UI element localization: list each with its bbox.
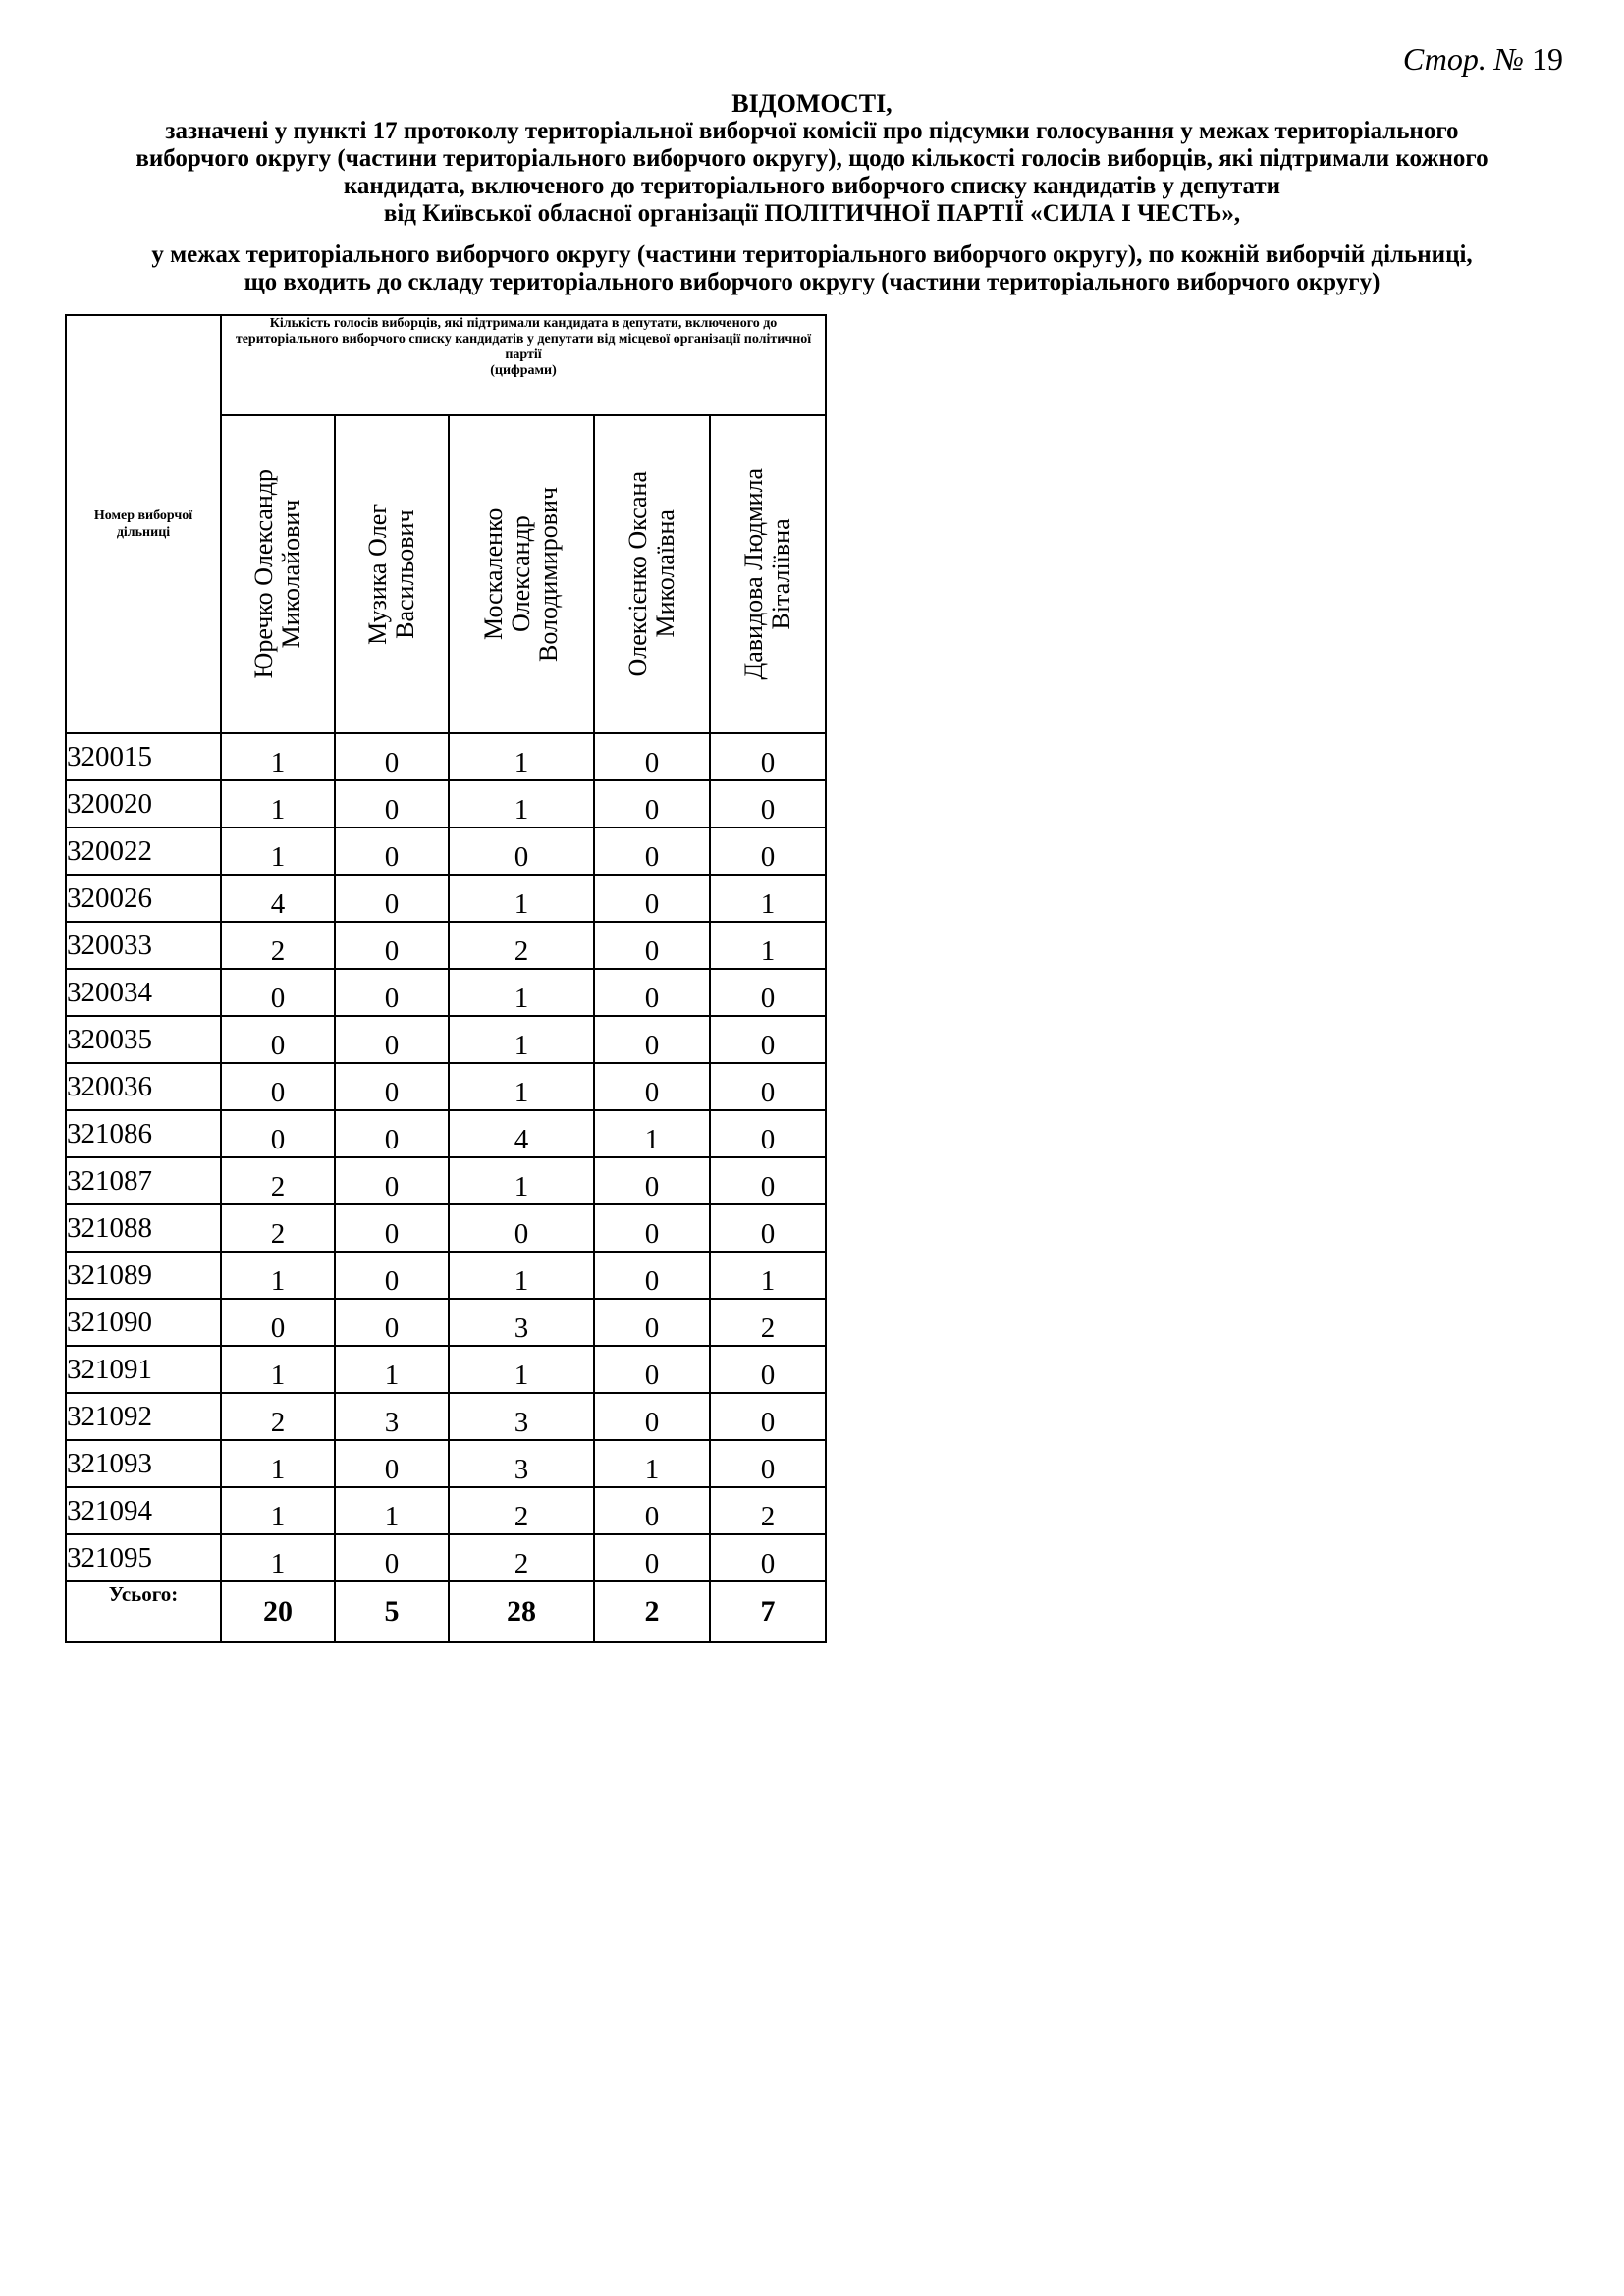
- total-label: Усього:: [66, 1581, 221, 1642]
- vote-count: 0: [594, 1487, 710, 1534]
- vote-count: 2: [221, 1157, 335, 1204]
- table-row: [66, 1063, 826, 1110]
- vote-count: 1: [710, 875, 826, 922]
- vote-count: 1: [449, 1157, 594, 1204]
- vote-count: 0: [335, 1063, 449, 1110]
- vote-count: 1: [449, 1016, 594, 1063]
- vote-count: 0: [335, 922, 449, 969]
- vote-count: 0: [710, 1110, 826, 1157]
- station-number: 320033: [66, 922, 221, 969]
- vote-count: 3: [449, 1393, 594, 1440]
- candidate-header: [335, 415, 449, 733]
- vote-count: 0: [710, 969, 826, 1016]
- total-count: 7: [710, 1581, 826, 1642]
- vote-count: 1: [221, 1252, 335, 1299]
- vote-count: 0: [710, 733, 826, 780]
- total-count: 2: [594, 1581, 710, 1642]
- station-number: 321093: [66, 1440, 221, 1487]
- vote-count: 3: [449, 1440, 594, 1487]
- vote-count: 0: [710, 828, 826, 875]
- vote-count: 0: [594, 828, 710, 875]
- vote-count: 2: [221, 1393, 335, 1440]
- vote-count: 0: [335, 780, 449, 828]
- vote-count: 0: [594, 1346, 710, 1393]
- vote-count: 1: [449, 1346, 594, 1393]
- vote-count: 0: [710, 780, 826, 828]
- vote-count: 1: [449, 1252, 594, 1299]
- vote-count: 4: [221, 875, 335, 922]
- vote-count: 0: [221, 1063, 335, 1110]
- vote-count: 0: [335, 875, 449, 922]
- vote-count: 1: [449, 875, 594, 922]
- vote-count: 1: [449, 1063, 594, 1110]
- station-number: 321087: [66, 1157, 221, 1204]
- vote-count: 0: [594, 969, 710, 1016]
- vote-count: 0: [335, 1299, 449, 1346]
- vote-count: 1: [221, 828, 335, 875]
- vote-count: 0: [710, 1204, 826, 1252]
- vote-count: 0: [335, 1440, 449, 1487]
- vote-count: 2: [221, 922, 335, 969]
- candidates-group-header: [221, 315, 826, 415]
- vote-count: 1: [710, 1252, 826, 1299]
- table-row: [66, 1346, 826, 1393]
- vote-count: 1: [449, 733, 594, 780]
- candidate-name: Музика Олег Васильович: [363, 504, 419, 645]
- table-body: [66, 733, 826, 1581]
- vote-count: 0: [335, 1252, 449, 1299]
- vote-count: 1: [594, 1440, 710, 1487]
- vote-count: 4: [449, 1110, 594, 1157]
- table-row: [66, 733, 826, 780]
- station-number: 320035: [66, 1016, 221, 1063]
- votes-table: [65, 314, 827, 1643]
- vote-count: 0: [710, 1534, 826, 1581]
- table-row: [66, 1252, 826, 1299]
- vote-count: 0: [710, 1346, 826, 1393]
- vote-count: 0: [710, 1393, 826, 1440]
- vote-count: 1: [335, 1487, 449, 1534]
- table-row: [66, 1393, 826, 1440]
- vote-count: 2: [449, 1487, 594, 1534]
- vote-count: 2: [449, 922, 594, 969]
- subtitle-line: кандидата, включеного до територіального виборчого списку кандидатів у депутати: [343, 173, 1281, 199]
- vote-count: 1: [221, 780, 335, 828]
- vote-count: 3: [335, 1393, 449, 1440]
- candidate-header: [710, 415, 826, 733]
- vote-count: 0: [221, 1110, 335, 1157]
- vote-count: 0: [710, 1063, 826, 1110]
- vote-count: 0: [335, 1534, 449, 1581]
- vote-count: 0: [594, 1157, 710, 1204]
- table-row: [66, 1157, 826, 1204]
- vote-count: 0: [594, 1016, 710, 1063]
- station-number: 320020: [66, 780, 221, 828]
- subtitle-line: що входить до складу територіального виборчого округу (частини територіального виборчого округу): [244, 269, 1380, 295]
- vote-count: 0: [594, 1393, 710, 1440]
- station-number: 320022: [66, 828, 221, 875]
- vote-count: 2: [710, 1299, 826, 1346]
- group-header-note: (цифрами): [490, 363, 557, 378]
- vote-count: 0: [335, 1016, 449, 1063]
- vote-count: 1: [449, 780, 594, 828]
- document-subtitle: [59, 118, 1565, 228]
- total-count: 20: [221, 1581, 335, 1642]
- vote-count: 0: [594, 1063, 710, 1110]
- station-number: 321092: [66, 1393, 221, 1440]
- vote-count: 0: [221, 1016, 335, 1063]
- table-row: [66, 1204, 826, 1252]
- table-row: [66, 780, 826, 828]
- vote-count: 0: [594, 733, 710, 780]
- candidate-name: Юречко Олександр Миколайович: [249, 469, 305, 679]
- vote-count: 0: [221, 1299, 335, 1346]
- vote-count: 0: [335, 969, 449, 1016]
- vote-count: 1: [221, 1534, 335, 1581]
- vote-count: 0: [710, 1016, 826, 1063]
- document-subtitle-2: [59, 241, 1565, 296]
- vote-count: 0: [335, 1157, 449, 1204]
- candidate-header: [449, 415, 594, 733]
- candidate-header: [221, 415, 335, 733]
- vote-count: 2: [221, 1204, 335, 1252]
- total-count: 28: [449, 1581, 594, 1642]
- vote-count: 1: [221, 1346, 335, 1393]
- vote-count: 0: [594, 922, 710, 969]
- station-number: 321089: [66, 1252, 221, 1299]
- subtitle-line: від Київської обласної організації ПОЛІТИЧНОЇ ПАРТІЇ «СИЛА І ЧЕСТЬ»,: [383, 200, 1241, 227]
- table-row: [66, 1016, 826, 1063]
- vote-count: 0: [449, 828, 594, 875]
- vote-count: 1: [221, 1440, 335, 1487]
- station-number: 320026: [66, 875, 221, 922]
- vote-count: 0: [594, 1534, 710, 1581]
- vote-count: 0: [221, 969, 335, 1016]
- vote-count: 0: [335, 1110, 449, 1157]
- vote-count: 1: [594, 1110, 710, 1157]
- table-row: [66, 1487, 826, 1534]
- total-row: [66, 1581, 826, 1642]
- table-row: [66, 1440, 826, 1487]
- station-number: 321090: [66, 1299, 221, 1346]
- station-number: 320036: [66, 1063, 221, 1110]
- table-row: [66, 1534, 826, 1581]
- table-row: [66, 922, 826, 969]
- vote-count: 2: [710, 1487, 826, 1534]
- vote-count: 0: [335, 733, 449, 780]
- station-number: 321088: [66, 1204, 221, 1252]
- vote-count: 0: [335, 828, 449, 875]
- vote-count: 1: [221, 1487, 335, 1534]
- page-number-value: 19: [1532, 41, 1563, 77]
- vote-count: 0: [449, 1204, 594, 1252]
- vote-count: 3: [449, 1299, 594, 1346]
- vote-count: 1: [449, 969, 594, 1016]
- vote-count: 0: [335, 1204, 449, 1252]
- subtitle-line: виборчого округу (частини територіального виборчого округу), щодо кількості голосів виборців, які підтримали кожного: [135, 145, 1489, 172]
- vote-count: 0: [710, 1157, 826, 1204]
- station-number: 320015: [66, 733, 221, 780]
- document-title: ВІДОМОСТІ,: [731, 89, 893, 118]
- station-column-header: Номер виборчої дільниці: [66, 315, 221, 733]
- vote-count: 1: [710, 922, 826, 969]
- vote-count: 0: [594, 1204, 710, 1252]
- vote-count: 0: [594, 780, 710, 828]
- vote-count: 1: [221, 733, 335, 780]
- station-number: 320034: [66, 969, 221, 1016]
- table-row: [66, 828, 826, 875]
- station-number: 321091: [66, 1346, 221, 1393]
- vote-count: 1: [335, 1346, 449, 1393]
- vote-count: 0: [594, 1252, 710, 1299]
- group-header-text: Кількість голосів виборців, які підтримали кандидата в депутати, включеного до територіального виборчого списку кандидатів у депутати від місцевої організації політичної партії: [235, 316, 812, 362]
- table-row: [66, 875, 826, 922]
- page-number-label: Стор. №: [1402, 41, 1524, 77]
- subtitle-line: у межах територіального виборчого округу (частини територіального виборчого округу), по кожній виборчій дільниці,: [151, 241, 1473, 268]
- subtitle-line: зазначені у пункті 17 протоколу територіальної виборчої комісії про підсумки голосування у межах територіального: [165, 118, 1459, 144]
- table-row: [66, 1299, 826, 1346]
- candidate-name: Москаленко Олександр Володимирович: [479, 486, 563, 662]
- station-number: 321095: [66, 1534, 221, 1581]
- page-number: [1403, 41, 1563, 78]
- candidate-name: Олексієнко Оксана Миколаївна: [623, 471, 679, 677]
- vote-count: 0: [594, 1299, 710, 1346]
- candidate-header: [594, 415, 710, 733]
- vote-count: 0: [710, 1440, 826, 1487]
- table-row: [66, 1110, 826, 1157]
- table-row: [66, 969, 826, 1016]
- total-count: 5: [335, 1581, 449, 1642]
- vote-count: 2: [449, 1534, 594, 1581]
- station-number: 321094: [66, 1487, 221, 1534]
- candidate-name: Давидова Людмила Віталіївна: [739, 468, 795, 680]
- vote-count: 0: [594, 875, 710, 922]
- station-number: 321086: [66, 1110, 221, 1157]
